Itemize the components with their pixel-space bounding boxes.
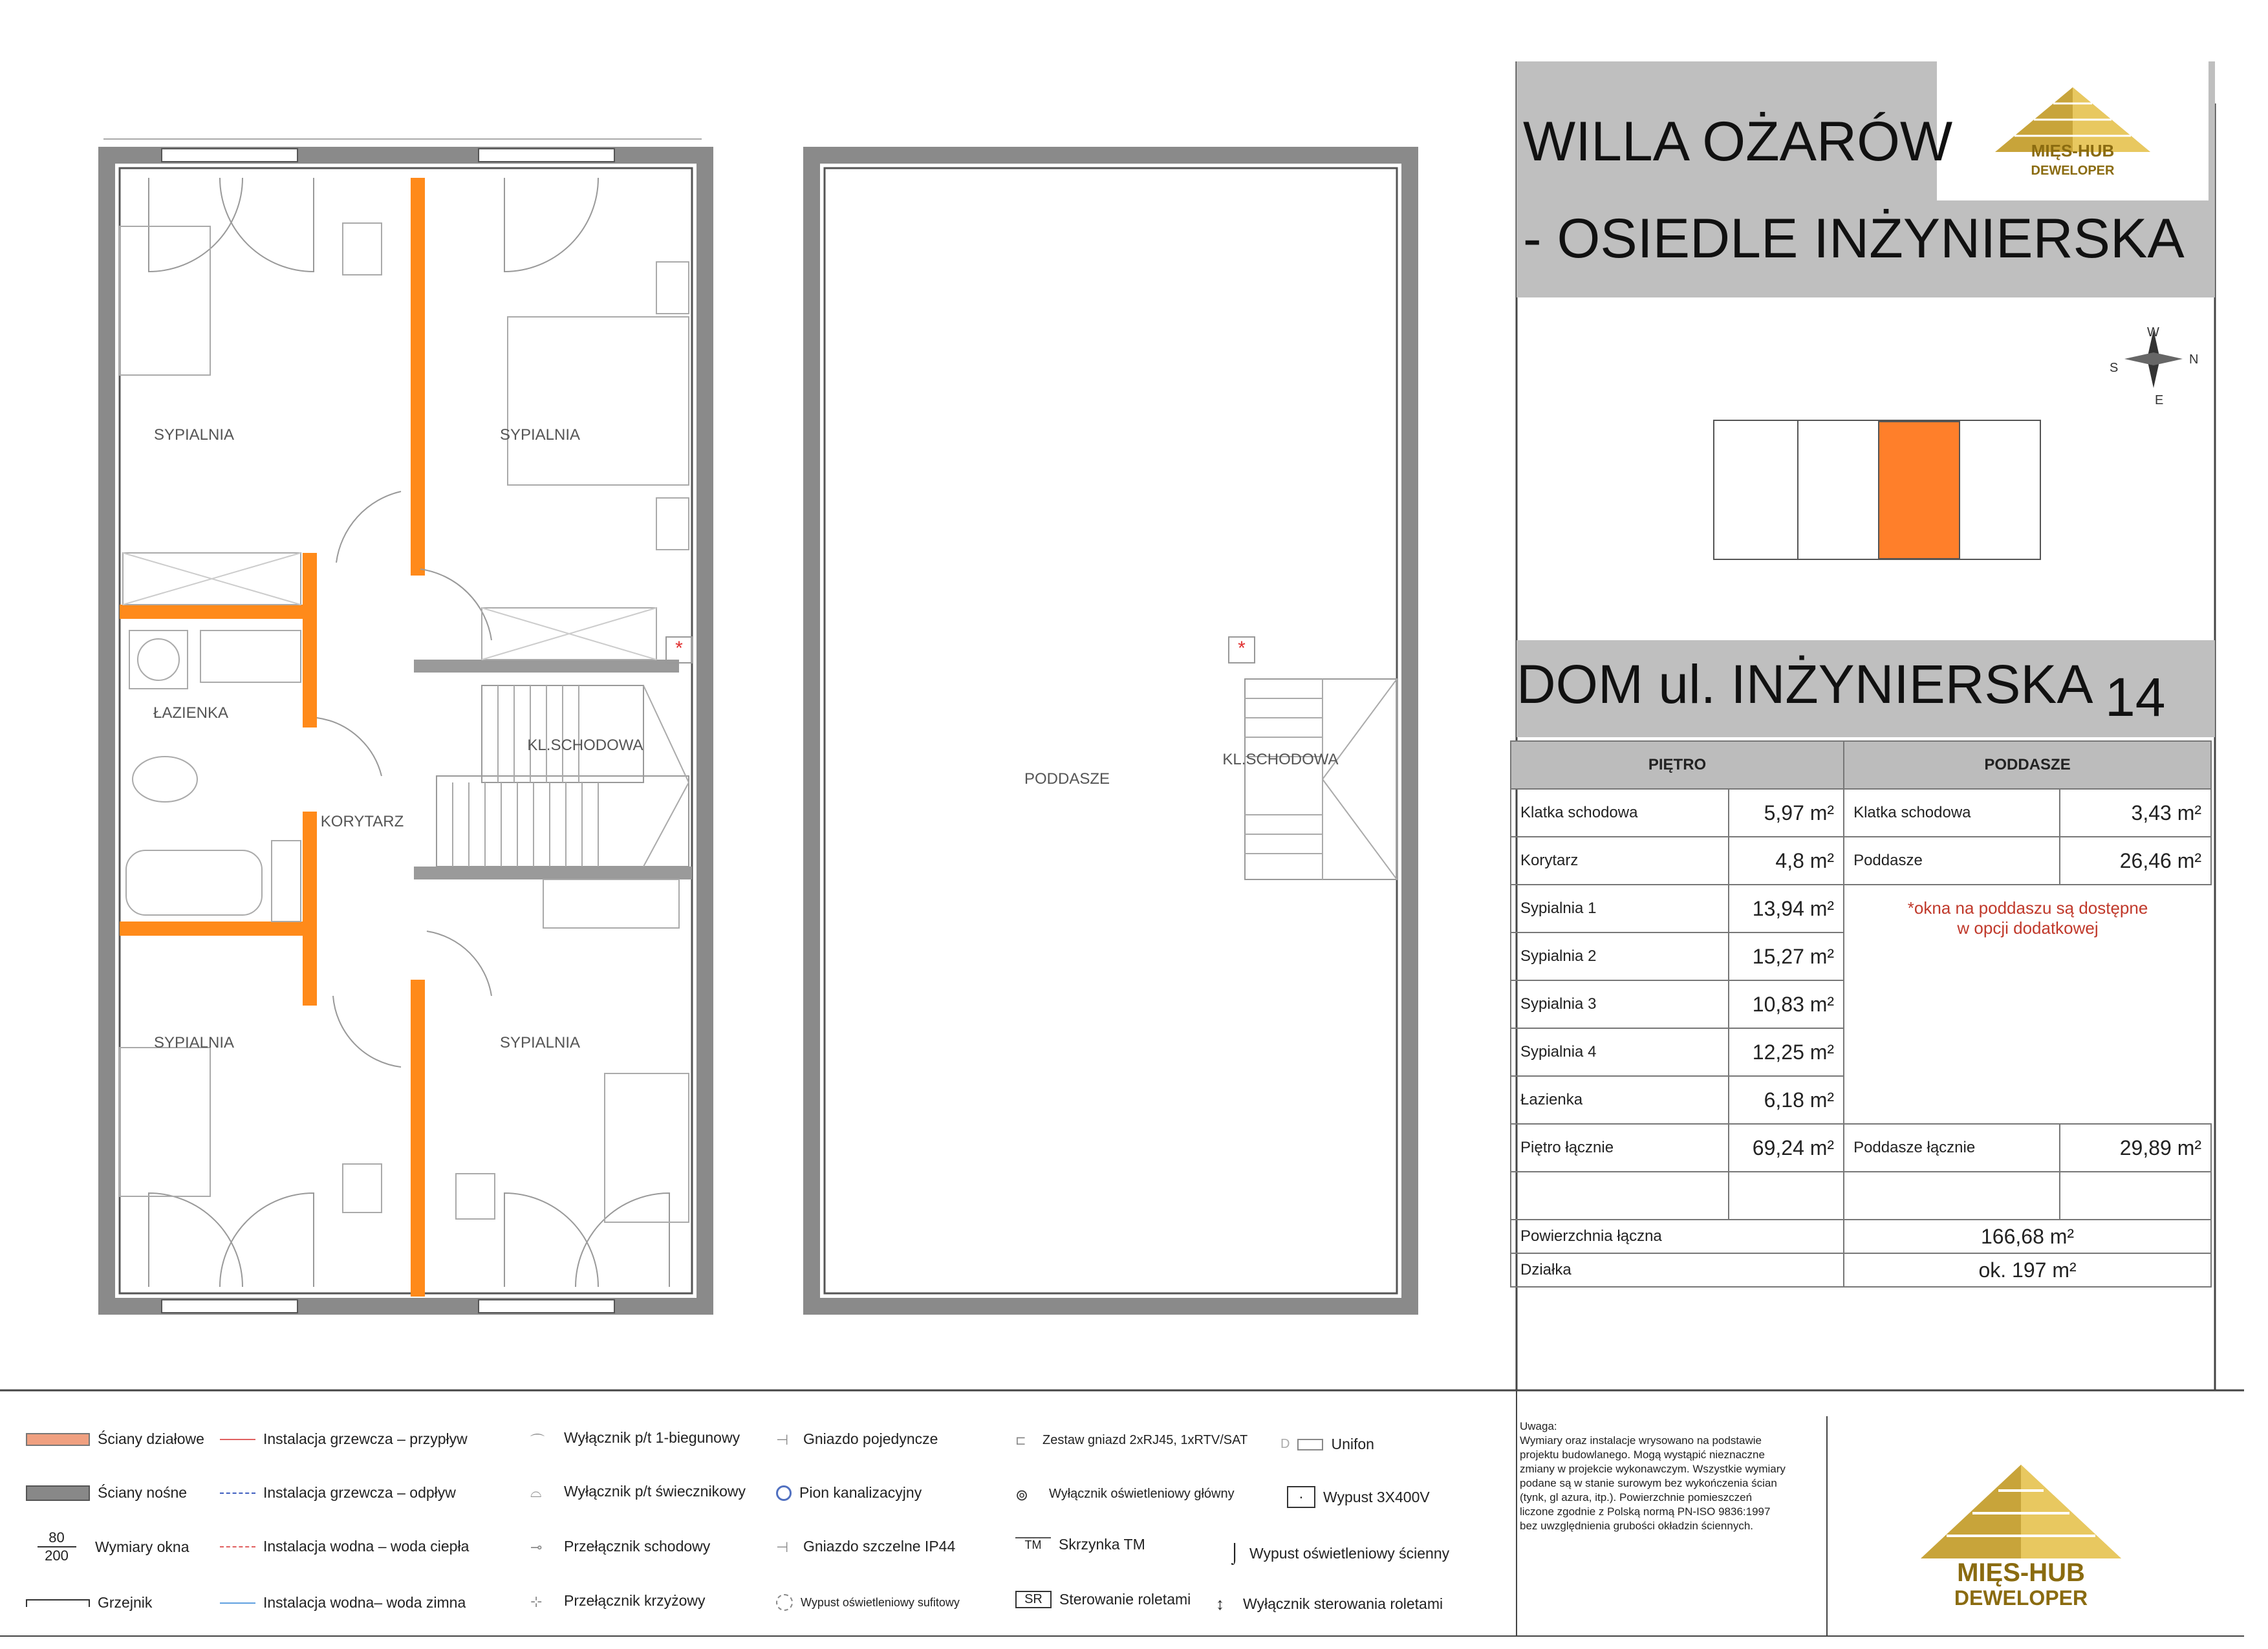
room-label-poddasze: PODDASZE	[1024, 770, 1110, 788]
pietro-value: 4,8 m²	[1729, 837, 1844, 885]
header-pietro: PIĘTRO	[1511, 741, 1844, 789]
table-row	[1511, 885, 2211, 932]
pietro-total-value: 69,24 m²	[1729, 1124, 1844, 1172]
legend-item	[1015, 1486, 1235, 1502]
dzialka-value: ok. 197 m²	[1844, 1253, 2211, 1287]
legend-item	[1280, 1436, 1374, 1453]
legend-label: Gniazdo szczelne IP44	[803, 1538, 956, 1555]
poddasze-value: 3,43 m²	[2060, 789, 2211, 837]
table-header-row	[1511, 741, 2211, 789]
room-label-kl-schodowa-attic: KL.SCHODOWA	[1222, 751, 1339, 768]
pietro-total-label: Piętro łącznie	[1511, 1124, 1729, 1172]
tm-box-icon: TM	[1015, 1537, 1051, 1552]
legend-label: Przełącznik schodowy	[564, 1538, 711, 1555]
room-label-sypialnia-br: SYPIALNIA	[499, 1034, 581, 1051]
window-dims-symbol	[26, 1529, 87, 1564]
compass-w: W	[2147, 325, 2159, 339]
legend-label: Sterowanie roletami	[1059, 1591, 1191, 1608]
pietro-label: Korytarz	[1511, 837, 1729, 885]
poddasze-note-cell	[1844, 885, 2211, 1124]
legend-item	[220, 1538, 469, 1555]
logo-top-text: MIĘS-HUB	[2031, 141, 2115, 160]
switch-chandelier-icon: ⌓	[530, 1483, 542, 1500]
uwaga-line: (tynk, gl azura, itp.). Powierzchnie pomieszczeń	[1520, 1491, 1753, 1503]
logo-bottom	[1914, 1461, 2128, 1610]
legend-item	[220, 1484, 456, 1502]
pietro-label: Sypialnia 2	[1511, 932, 1729, 980]
legend-item	[1287, 1486, 1430, 1508]
poddasze-value: 26,46 m²	[2060, 837, 2211, 885]
table-row-dzialka	[1511, 1253, 2211, 1287]
table-row	[1511, 789, 2211, 837]
legend-item	[776, 1430, 938, 1448]
logo-top	[1989, 84, 2157, 181]
outlet-3x400v-icon: ·	[1287, 1486, 1315, 1508]
poddasze-total-value: 29,89 m²	[2060, 1124, 2211, 1172]
logo-pyramid-icon	[1989, 84, 2157, 181]
legend-label: Wypust oświetleniowy sufitowy	[801, 1595, 960, 1609]
legend-item	[220, 1430, 468, 1448]
legend-label: Ściany działowe	[98, 1430, 204, 1447]
cold-water-line	[220, 1602, 255, 1604]
legend-label: Wypust 3X400V	[1323, 1488, 1430, 1505]
legend-item	[1015, 1432, 1247, 1448]
svg-text:*: *	[1238, 638, 1246, 659]
ceiling-light-icon	[776, 1594, 793, 1611]
compass-s: S	[2110, 361, 2119, 375]
legend-label: Grzejnik	[98, 1594, 153, 1611]
stair-switch-icon: ⊸	[530, 1538, 543, 1555]
uwaga-line: projektu budowlanego. Mogą wystąpić nieznaczne	[1520, 1449, 1765, 1461]
compass-e: E	[2155, 393, 2164, 407]
header-poddasze: PODDASZE	[1844, 741, 2211, 789]
legend-label: Instalacja grzewcza – przypływ	[263, 1430, 468, 1447]
intercom-icon: D	[1280, 1437, 1290, 1451]
svg-text:*: *	[675, 638, 683, 659]
blinds-switch-icon: ↕	[1216, 1594, 1224, 1613]
logo-bottom-text: DEWELOPER	[2031, 164, 2115, 178]
legend-item	[26, 1484, 187, 1502]
main-switch-icon: ⊚	[1015, 1487, 1029, 1504]
poddasze-note-line-1: *okna na poddaszu są dostępne	[1907, 898, 2148, 918]
pietro-label: Łazienka	[1511, 1076, 1729, 1124]
drain-pipe-icon	[776, 1485, 792, 1501]
pietro-label: Sypialnia 3	[1511, 980, 1729, 1028]
legend-item	[26, 1529, 189, 1564]
pietro-value: 5,97 m²	[1729, 789, 1844, 837]
poddasze-label: Poddasze	[1844, 837, 2060, 885]
powierzchnia-value: 166,68 m²	[1844, 1220, 2211, 1253]
powierzchnia-label: Powierzchnia łączna	[1511, 1220, 1844, 1253]
legend-label: Instalacja grzewcza – odpływ	[263, 1484, 456, 1501]
legend-item	[1229, 1542, 1449, 1564]
legend-label: Wymiary okna	[95, 1538, 189, 1555]
legend-item	[776, 1484, 922, 1502]
legend-label: Wyłącznik p/t 1-biegunowy	[564, 1429, 740, 1446]
pietro-value: 15,27 m²	[1729, 932, 1844, 980]
compass-n: N	[2189, 352, 2199, 367]
logo-bottom-bottom-text: DEWELOPER	[1954, 1586, 2088, 1610]
intercom-box-icon	[1297, 1439, 1323, 1450]
legend-label: Skrzynka TM	[1059, 1536, 1145, 1553]
legend-label: Instalacja wodna– woda zimna	[263, 1594, 466, 1611]
blinds-control-icon: SR	[1015, 1591, 1052, 1608]
legend-item	[26, 1430, 204, 1448]
single-socket-icon: ⊣	[776, 1431, 789, 1448]
house-title: DOM ul. INŻYNIERSKA	[1517, 654, 2093, 715]
legend-label: Wyłącznik oświetleniowy główny	[1049, 1486, 1235, 1501]
legend-item	[530, 1429, 740, 1447]
room-label-sypialnia-tr: SYPIALNIA	[499, 426, 581, 444]
heating-supply-line	[220, 1439, 255, 1440]
rj45-socket-icon: ⊏	[1015, 1434, 1026, 1448]
site-plan-thumbnail	[1714, 420, 2040, 559]
legend-item	[1015, 1536, 1145, 1553]
legend-item	[220, 1594, 466, 1611]
legend-label: Wyłącznik sterowania roletami	[1243, 1595, 1443, 1612]
legend-item	[530, 1592, 706, 1610]
pietro-label: Sypialnia 1	[1511, 885, 1729, 932]
uwaga-line: zmiany w projekcie wykonawczym. Wszystkie wymiary	[1520, 1463, 1786, 1475]
switch-1pole-icon: ⌒	[530, 1432, 545, 1449]
wall-light-icon: ⌡	[1229, 1542, 1241, 1564]
room-label-kl-schodowa: KL.SCHODOWA	[527, 737, 643, 754]
pietro-value: 6,18 m²	[1729, 1076, 1844, 1124]
legend-label: Przełącznik krzyżowy	[564, 1592, 706, 1609]
heating-return-line	[220, 1493, 255, 1494]
floor-plan-poddasze	[812, 155, 1410, 1306]
uwaga-note	[1520, 1419, 1824, 1533]
logo-bottom-top-text: MIĘS-HUB	[1957, 1558, 2085, 1587]
poddasze-label: Klatka schodowa	[1844, 789, 2060, 837]
title-line-2: - OSIEDLE INŻYNIERSKA	[1523, 208, 2185, 270]
compass-rose	[2110, 325, 2198, 407]
table-row-powierzchnia	[1511, 1220, 2211, 1253]
legend-label: Instalacja wodna – woda ciepła	[263, 1538, 470, 1555]
legend-label: Wypust oświetleniowy ścienny	[1249, 1544, 1450, 1562]
legend-label: Zestaw gniazd 2xRJ45, 1xRTV/SAT	[1042, 1432, 1248, 1447]
uwaga-line: liczone zgodnie z Polską normą PN-ISO 9836:1997	[1520, 1505, 1771, 1518]
partition-wall-swatch	[26, 1433, 90, 1446]
room-label-lazienka: ŁAZIENKA	[153, 704, 229, 722]
room-label-sypialnia-tl: SYPIALNIA	[153, 426, 235, 444]
legend-item	[776, 1594, 960, 1611]
uwaga-title: Uwaga:	[1520, 1420, 1557, 1432]
bearing-wall-swatch	[26, 1485, 90, 1501]
legend-item	[1216, 1594, 1443, 1614]
pietro-label: Klatka schodowa	[1511, 789, 1729, 837]
legend-item	[530, 1538, 710, 1555]
area-table	[1510, 740, 2212, 1288]
uwaga-line: podane są w stanie surowym bez wykończenia ścian	[1520, 1477, 1777, 1489]
uwaga-line: Wymiary oraz instalacje wrysowano na podstawie	[1520, 1434, 1762, 1447]
title-line-1: WILLA OŻARÓW	[1523, 111, 1953, 173]
pietro-value: 13,94 m²	[1729, 885, 1844, 932]
poddasze-note-line-2: w opcji dodatkowej	[1957, 918, 2099, 938]
logo-bottom-pyramid-icon	[1914, 1461, 2128, 1610]
window-dims-top: 80	[49, 1529, 65, 1546]
uwaga-line: bez uwzględnienia grubości okładzin ściennych.	[1520, 1520, 1753, 1532]
legend-item	[776, 1538, 955, 1555]
table-row	[1511, 837, 2211, 885]
legend-item	[1015, 1591, 1191, 1608]
cross-switch-icon: ⊹	[530, 1593, 543, 1610]
pietro-value: 10,83 m²	[1729, 980, 1844, 1028]
pietro-value: 12,25 m²	[1729, 1028, 1844, 1076]
room-label-korytarz: KORYTARZ	[320, 813, 404, 830]
room-label-sypialnia-bl: SYPIALNIA	[153, 1034, 235, 1051]
table-row-spacer	[1511, 1172, 2211, 1220]
legend-label: Ściany nośne	[98, 1484, 188, 1501]
legend-label: Gniazdo pojedyncze	[803, 1430, 938, 1447]
legend-label: Wyłącznik p/t świecznikowy	[564, 1483, 746, 1500]
legend-item	[530, 1483, 746, 1500]
legend-label: Unifon	[1331, 1436, 1374, 1452]
poddasze-total-label: Poddasze łącznie	[1844, 1124, 2060, 1172]
pietro-label: Sypialnia 4	[1511, 1028, 1729, 1076]
hot-water-line	[220, 1546, 255, 1547]
house-number: 14	[2105, 667, 2166, 727]
radiator-icon	[26, 1599, 90, 1607]
table-row-totals	[1511, 1124, 2211, 1172]
legend-item	[26, 1594, 152, 1611]
ip44-socket-icon: ⊣	[776, 1538, 789, 1555]
legend-label: Pion kanalizacyjny	[799, 1484, 922, 1501]
floor-plan-pietro	[103, 139, 705, 1313]
window-dims-bottom: 200	[45, 1547, 69, 1564]
dzialka-label: Działka	[1511, 1253, 1844, 1287]
